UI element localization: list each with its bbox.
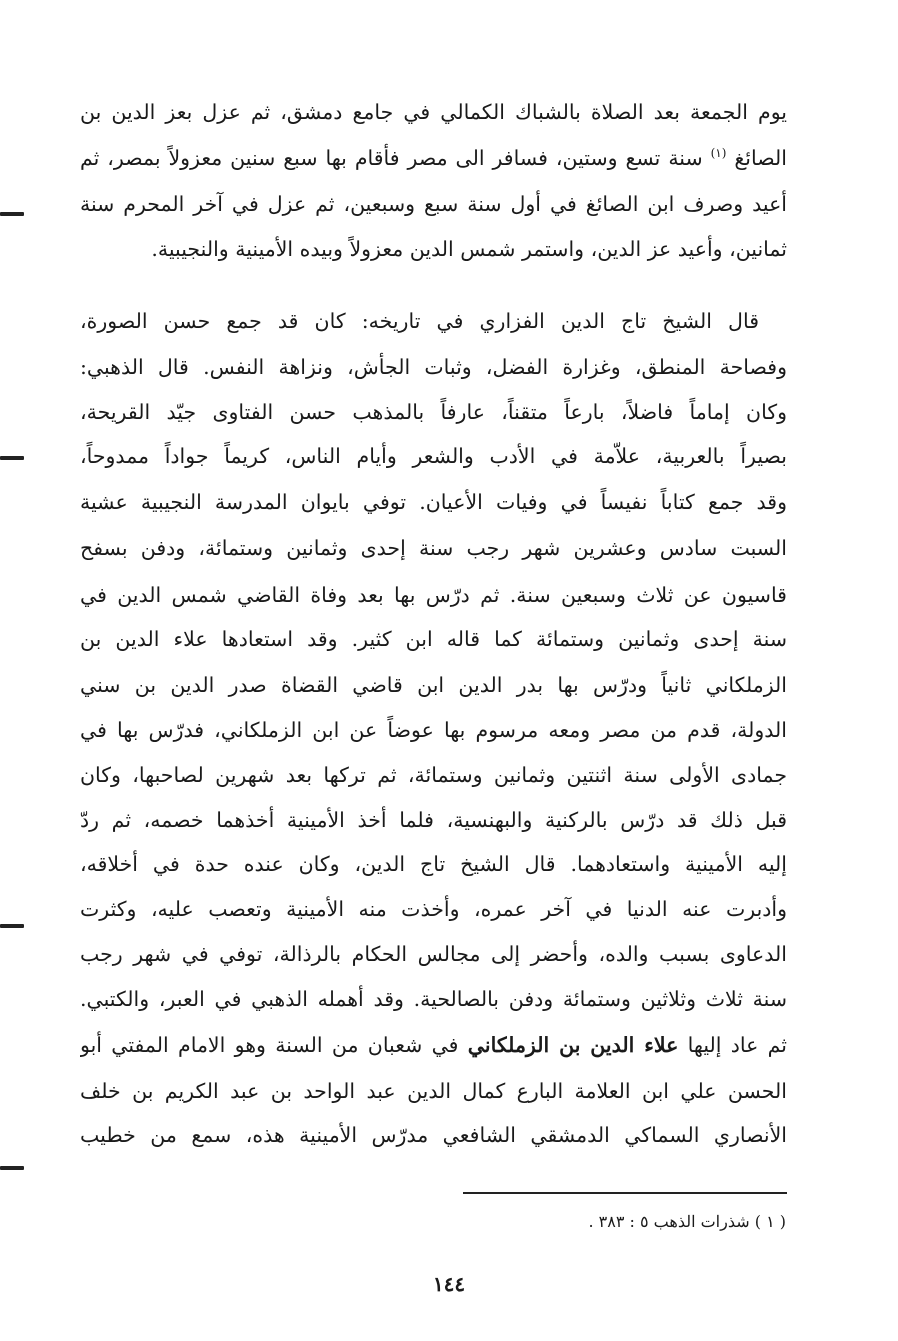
text-line-11: قاسيون عن ثلاث وسبعين سنة. ثم درّس بها بعد وفاة القاضي شمس الدين في [80,583,787,607]
text-line-12: سنة إحدى وثمانين وستمائة كما قاله ابن كثير. وقد استعادها علاء الدين بن [80,627,787,651]
text-line-20: سنة ثلاث وثلاثين وستمائة ودفن بالصالحية. وقد أهمله الذهبي في العبر، والكتبي. [80,987,787,1011]
text-line-21 [80,1030,787,1060]
footnote-divider [463,1192,787,1194]
text-line-9: وقد جمع كتاباً نفيساً في وفيات الأعيان. توفي بايوان المدرسة النجيبية عشية [80,490,787,514]
text-line-10: السبت سادس وعشرين شهر رجب سنة إحدى وثمانين وستمائة، ودفن بسفح [80,536,787,560]
text-line-6: وفصاحة المنطق، وغزارة الفضل، وثبات الجأش، ونزاهة النفس. قال الذهبي: [80,355,787,379]
text-line-3: أعيد وصرف ابن الصائغ في أول سنة سبع وسبعين، ثم عزل في آخر المحرم سنة [80,192,787,216]
text-line-21-lead: ثم عاد إليها [687,1033,787,1057]
text-line-7: وكان إماماً فاضلاً، بارعاً متقناً، عارفاً بالمذهب حسن الفتاوى جيّد القريحة، [80,400,787,424]
margin-mark [0,924,24,928]
margin-mark [0,456,24,460]
text-line-16: قبل ذلك قد درّس بالركنية والبهنسية، فلما أخذ الأمينية أخذهما خصمه، ثم ردّ [80,808,787,832]
text-line-4: ثمانين، وأعيد عز الدين، واستمر شمس الدين معزولاً وبيده الأمينية والنجيبية. [151,237,787,261]
text-line-14: الدولة، قدم من مصر ومعه مرسوم بها عوضاً عن ابن الزملكاني، فدرّس بها في [80,718,787,742]
margin-mark [0,1166,24,1170]
text-line-13: الزملكاني ثانياً ودرّس بها بدر الدين ابن قاضي القضاة صدر الدين بن سني [80,673,787,697]
text-line-8: بصيراً بالعربية، علاّمة في الأدب والشعر وأيام الناس، كريماً جواداً ممدوحاً، [80,444,787,468]
text-line-22: الحسن علي ابن العلامة البارع كمال الدين عبد الواحد بن عبد الكريم بن خلف [80,1079,787,1103]
text-line-23: الأنصاري السماكي الدمشقي الشافعي مدرّس الأمينية هذه، سمع من خطيب [80,1123,787,1147]
highlighted-name: علاء الدين بن الزملكاني [467,1033,679,1057]
text-line-1: يوم الجمعة بعد الصلاة بالشباك الكمالي في جامع دمشق، ثم عزل بعز الدين بن [80,100,787,124]
text-line-5: قال الشيخ تاج الدين الفزاري في تاريخه: كان قد جمع حسن الصورة، [80,309,759,333]
page-number: ١٤٤ [432,1272,466,1296]
text-line-18: وأدبرت عنه الدنيا في آخر عمره، وأخذت منه الأمينية وتعصب عليه، وكثرت [80,897,787,921]
text-line-19: الدعاوى بسبب والده، وأحضر إلى مجالس الحكام بالرذالة، توفي في شهر رجب [80,942,787,966]
margin-mark [0,212,24,216]
text-line-17: إليه الأمينية واستعادهما. قال الشيخ تاج الدين، وكان عنده حدة في أخلاقه، [80,852,787,876]
text-line-15: جمادى الأولى سنة اثنتين وثمانين وستمائة، ثم تركها بعد شهرين لصاحبها، وكان [80,763,787,787]
text-line-21-rest: في شعبان من السنة وهو الامام المفتي أبو [80,1033,459,1057]
footnote-text: ( ١ ) شذرات الذهب ٥ : ٣٨٣ . [588,1212,786,1231]
text-line-2-rest: سنة تسع وستين، فسافر الى مصر فأقام بها سبع سنين معزولاً بمصر، ثم [80,146,703,170]
text-line-2-lead: الصائغ [734,146,787,170]
text-line-2 [80,143,787,173]
footnote-reference: (١) [710,146,727,161]
